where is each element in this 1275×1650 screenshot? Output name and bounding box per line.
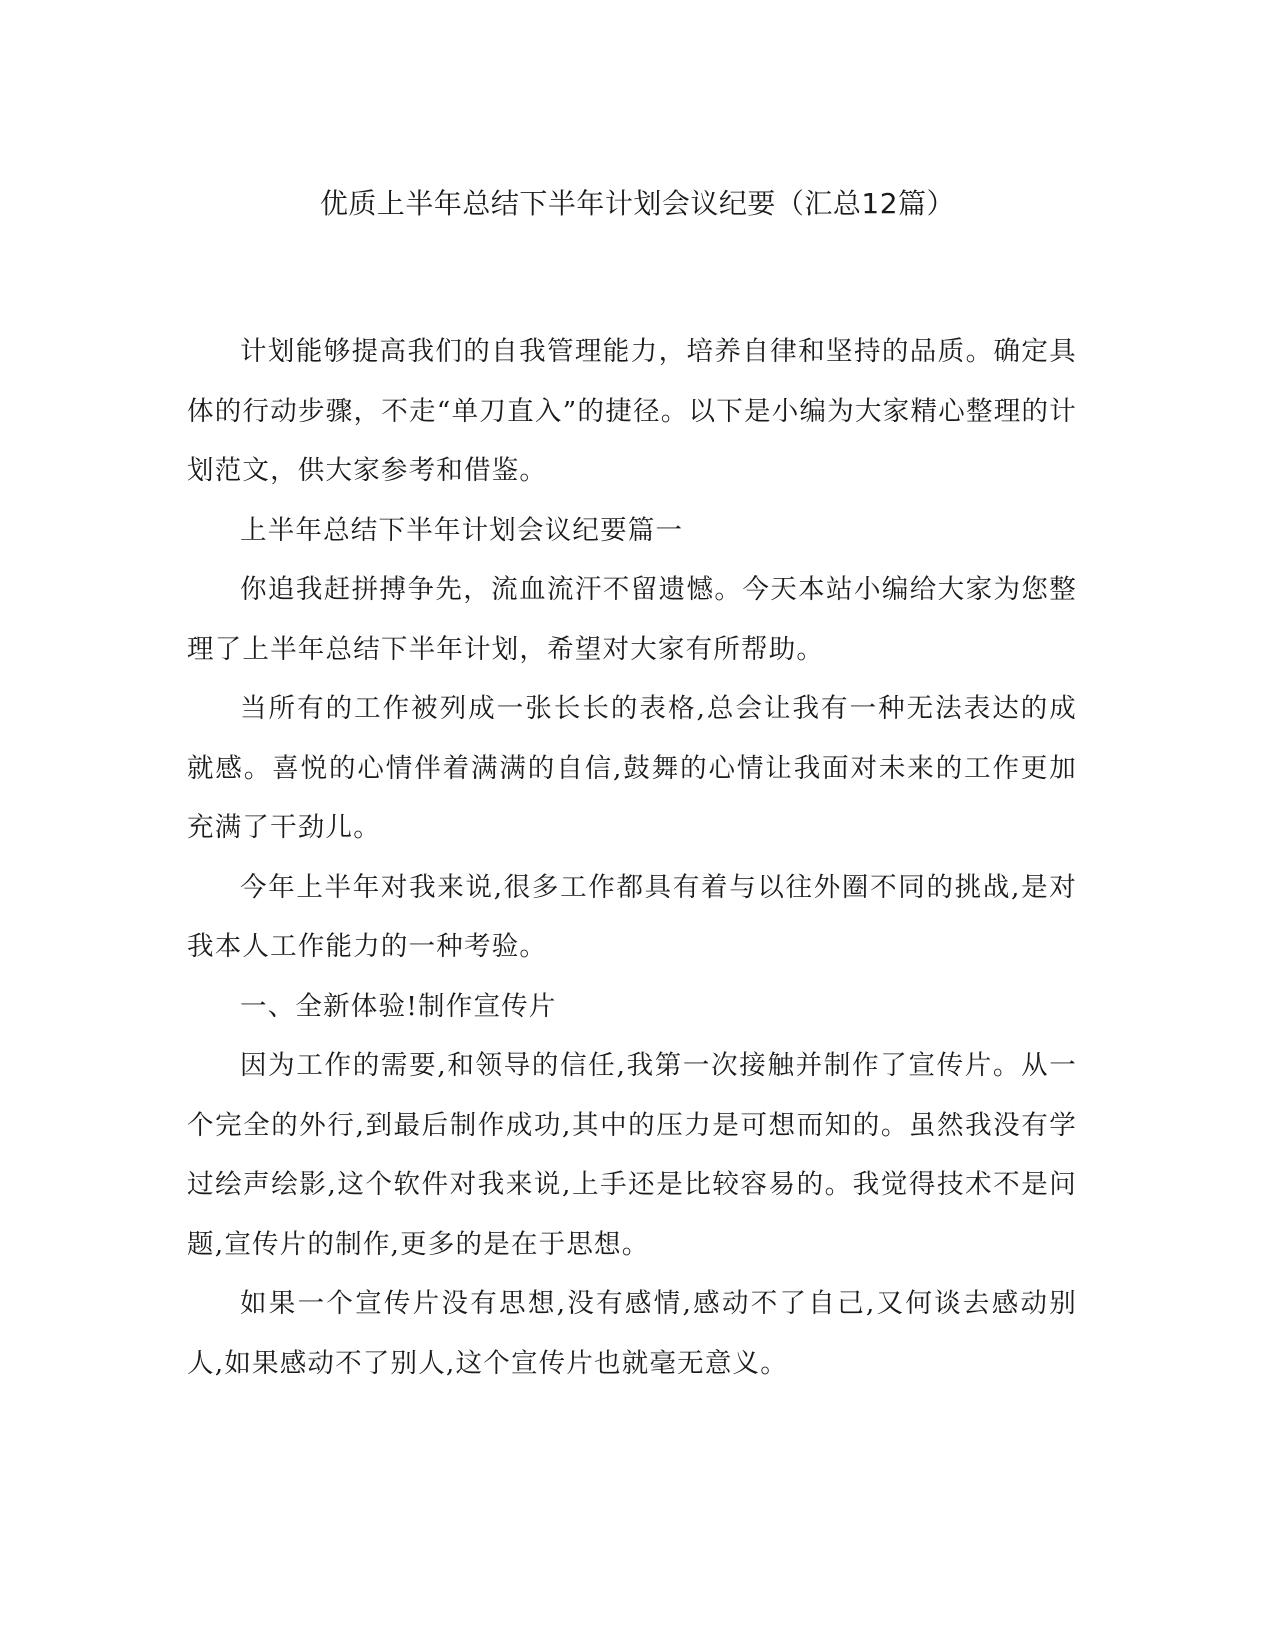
- paragraph-section-heading: 一、全新体验!制作宣传片: [240, 990, 557, 1022]
- paragraph-heading-part-one: 上半年总结下半年计划会议纪要篇一: [240, 514, 684, 546]
- document-body: [187, 322, 1077, 1393]
- document-title: 优质上半年总结下半年计划会议纪要（汇总12篇）: [319, 187, 956, 220]
- paragraph: 如果一个宣传片没有思想,没有感情,感动不了自己,又何谈去感动别人,如果感动不了别人,这个宣传片也就毫无意义。: [187, 1288, 1077, 1379]
- paragraph: 你追我赶拼搏争先，流血流汗不留遗憾。今天本站小编给大家为您整理了上半年总结下半年计划，希望对大家有所帮助。: [187, 574, 1077, 665]
- paragraph: 因为工作的需要,和领导的信任,我第一次接触并制作了宣传片。从一个完全的外行,到最后制作成功,其中的压力是可想而知的。虽然我没有学过绘声绘影,这个软件对我来说,上手还是比较容易的。我觉得技术不是问题,宣传片的制作,更多的是在于思想。: [187, 1050, 1077, 1260]
- paragraph: 今年上半年对我来说,很多工作都具有着与以往外圈不同的挑战,是对我本人工作能力的一种考验。: [187, 871, 1077, 962]
- paragraph: 当所有的工作被列成一张长长的表格,总会让我有一种无法表达的成就感。喜悦的心情伴着满满的自信,鼓舞的心情让我面对未来的工作更加充满了干劲儿。: [187, 693, 1077, 843]
- paragraph-intro: 计划能够提高我们的自我管理能力，培养自律和坚持的品质。确定具体的行动步骤，不走“单刀直入”的捷径。以下是小编为大家精心整理的计划范文，供大家参考和借鉴。: [187, 336, 1077, 486]
